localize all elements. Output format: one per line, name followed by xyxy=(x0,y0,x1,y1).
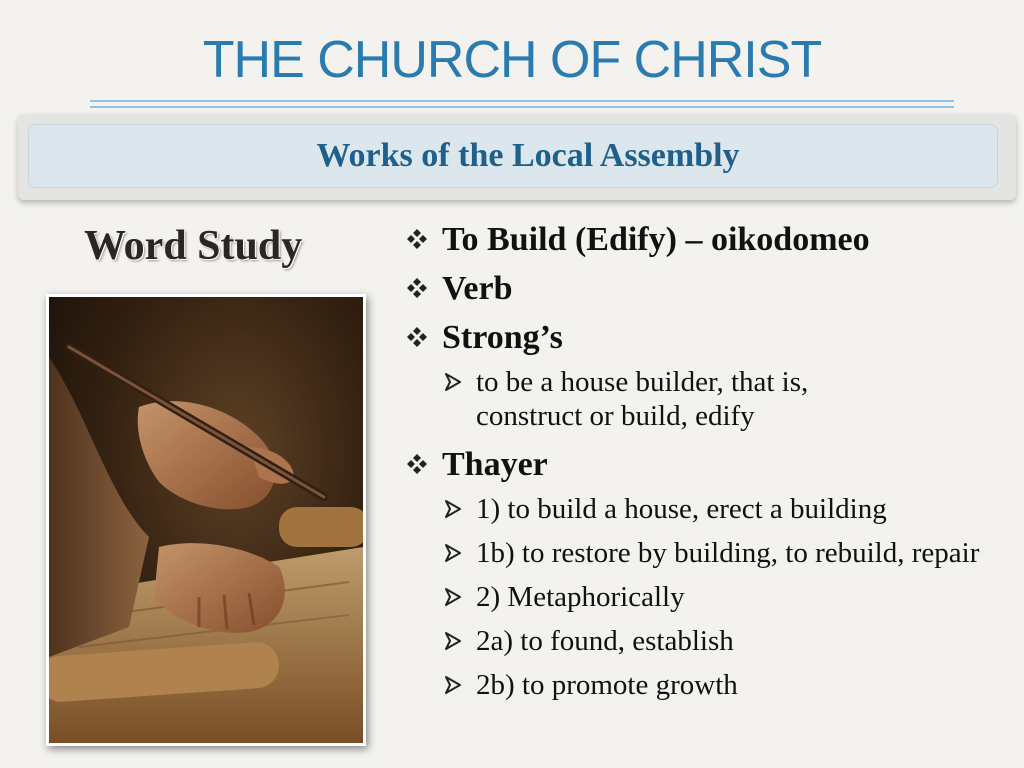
sub-bullet-text: 2) Metaphorically xyxy=(476,581,685,613)
sub-bullet-item xyxy=(404,668,1014,702)
diamond-bullet-icon xyxy=(406,228,428,250)
title-divider-top xyxy=(90,100,954,102)
title-divider-bottom xyxy=(90,106,954,108)
arrow-bullet-icon xyxy=(444,543,462,563)
sub-bullet-text: to be a house builder, that is, construct or build, edify xyxy=(476,366,809,432)
bullet-text: Strong’s xyxy=(442,319,563,356)
bullet-item xyxy=(404,267,1014,316)
bullet-list xyxy=(404,218,1014,702)
sub-bullet-text: 1) to build a house, erect a building xyxy=(476,493,887,525)
arrow-bullet-icon xyxy=(444,587,462,607)
writing-hand-illustration xyxy=(49,297,363,743)
slide-title: THE CHURCH OF CHRIST xyxy=(202,31,822,89)
arrow-bullet-icon xyxy=(444,499,462,519)
sub-bullet-item xyxy=(404,580,1014,614)
bullet-text: Thayer xyxy=(442,446,548,483)
arrow-bullet-icon xyxy=(444,675,462,695)
diamond-bullet-icon xyxy=(406,453,428,475)
slide-subtitle: Works of the Local Assembly xyxy=(316,137,740,174)
bullet-item xyxy=(404,316,1014,365)
arrow-bullet-icon xyxy=(444,631,462,651)
sub-bullet-item xyxy=(404,492,1014,526)
sub-bullet-text: 2b) to promote growth xyxy=(476,669,738,701)
sub-bullet-item xyxy=(404,624,1014,658)
word-study-heading: Word Study xyxy=(84,223,303,269)
bullet-item xyxy=(404,443,1014,492)
diamond-bullet-icon xyxy=(406,277,428,299)
sub-bullet-text: 1b) to restore by building, to rebuild, repair xyxy=(476,537,980,569)
bullet-text: Verb xyxy=(442,270,513,307)
diamond-bullet-icon xyxy=(406,326,428,348)
arrow-bullet-icon xyxy=(444,372,462,392)
writing-hand-image xyxy=(46,294,366,746)
sub-bullet-item xyxy=(404,365,906,433)
bullet-text: To Build (Edify) – oikodomeo xyxy=(442,221,870,258)
sub-bullet-text: 2a) to found, establish xyxy=(476,625,734,657)
bullet-item xyxy=(404,218,1014,267)
sub-bullet-item xyxy=(404,536,1016,570)
